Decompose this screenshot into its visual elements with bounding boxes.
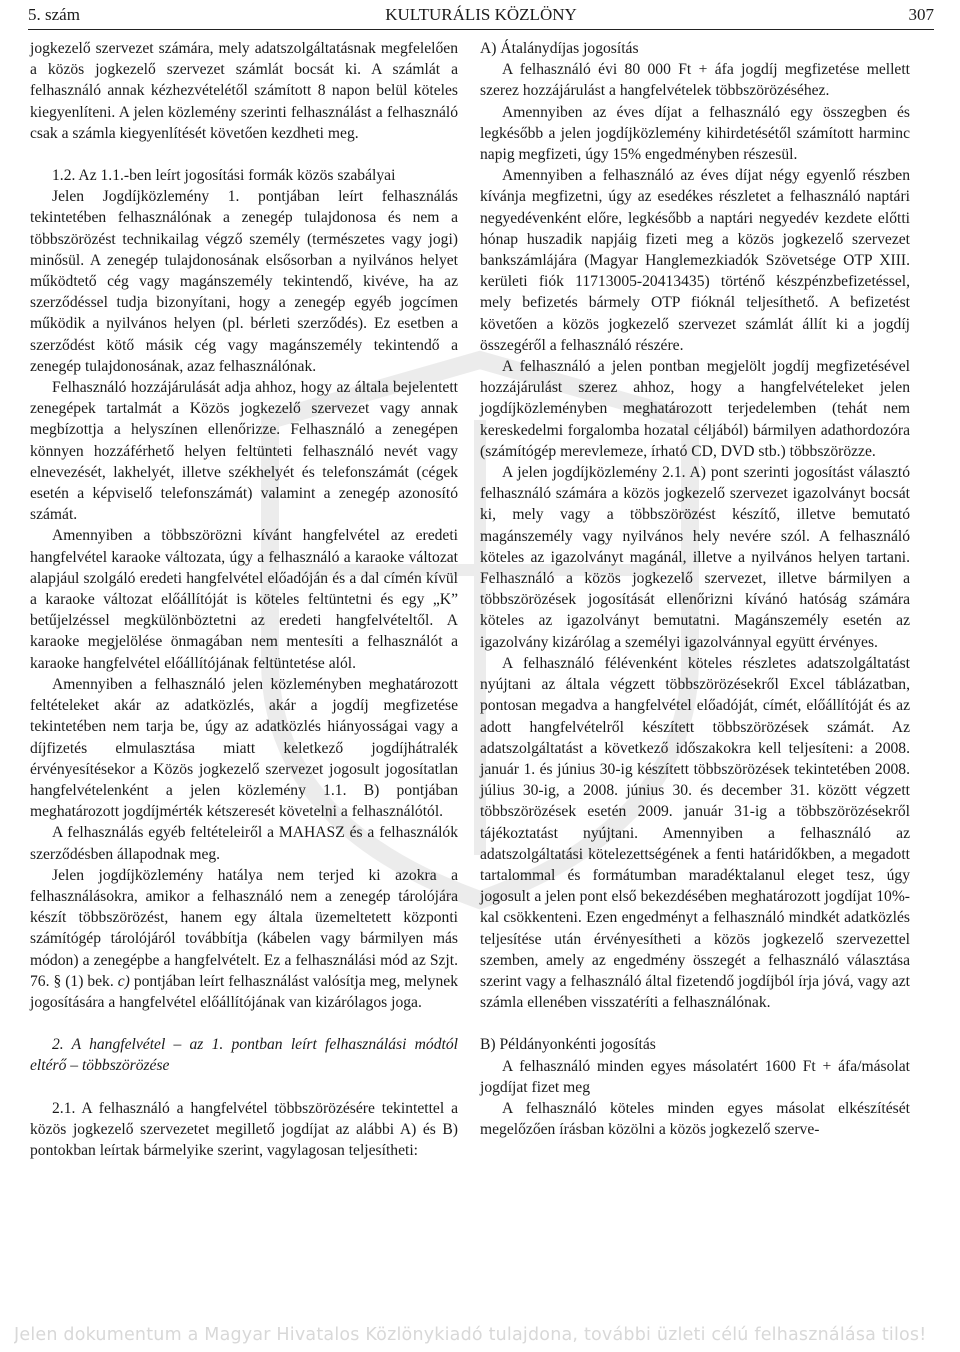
paragraph: Amennyiben a felhasználó az éves díjat négy egyenlő részben kívánja megfizetni, úgy az esedékes részletet a felhasználó naptári negyedévenként előre, legkésőbb a naptári negyedév kezdete előtti hónap huszadik napjáig fizeti meg a közös jogkezelő szervezet bankszámlájára (Magyar Hanglemezkiadók Szövetsége OTP XIII. kerületi fiók 11713005-20413435) történő készpénzbefizetéssel, mely befizetés bármely OTP fióknál teljesíthető. A befizetést követően a közös jogkezelő szervezet számlát állít ki a jogdíj összegéről a felhasználó részére. <box>480 167 910 354</box>
paragraph: Amennyiben a többszörözni kívánt hangfelvétel az eredeti hangfelvétel karaoke változata, úgy a felhasználó a karaoke változat alapjául szolgáló eredeti hangfelvétel előadóján és a dal címén kívül a karaoke változat előállítóját is köteles feltüntetni és egy „K” betűjelzéssel megkülönböztetni az eredeti hangfelvételtől. A karaoke megjelölése önmagában nem mentesíti a felhasználót a karaoke hangfelvétel előállítójának feltüntetése alól. <box>30 527 458 672</box>
paragraph: 2.1. A felhasználó a hangfelvétel többszörözésére tekintettel a közös jogkezelő szervezetet megillető jogdíjat az alábbi A) és B) pontokban leírtak bármelyike szerint, vagylagosan teljesítheti: <box>30 1099 458 1159</box>
paragraph <box>30 865 458 1013</box>
paragraph: A felhasználó félévenként köteles részletes adatszolgáltatást nyújtani az általa végzett többszörözésekről Excel táblázatban, pontosan megadva a hangfelvétel előadóját, címét, előállítóját és az adott hangfelvételről készített többszörözések számát. Az adatszolgáltatást a következő időszakokra kell teljesíteni: a 2008. január 1. és június 30-ig készített többszörözések tekintetében 2008. július 30-ig, a 2008. június 30. és december 31. között végzett többszörözések esetén 2009. január 31-ig a többszörözésekről tájékoztatást nyújtani. Amennyiben a felhasználó az adatszolgáltatási kötelezettségének a fenti határidőkben, a megadott tartalommal és formátumban maradéktalanul eleget tesz, úgy jogosult a jelen pont első bekezdésében meghatározott jogdíjat 10%-kal csökkenteni. Ezen engedményt a felhasználó mindkét adatközlés teljesítése után érvényesítheti a közös jogkezelő szervezettel szemben, amely az engedmény összegét a felhasználó választása szerint vagy a felhasználó által fizetendő jogdíjból írja jóvá, vagy azt számla ellenében visszatéríti a felhasználónak. <box>480 654 910 1012</box>
paragraph: Jelen Jogdíjközlemény 1. pontjában leírt felhasználás tekintetében felhasználónak a zenegép tulajdonosa és nem a többszörözést technikailag végző személy (természetes vagy jogi) minősül. A zenegép tulajdonosának elsősorban a nyilvános helyet működtető cég vagy magánszemély tekintendő, kivéve, ha az szerződéssel tudja bizonyítani, hogy a zenegép egyéb jogcímen működik a nyilvános helyen (pl. bérleti szerződés). Ez esetben a szerződést kötő másik cég vagy magánszemély tekintendő a zenegép tulajdonosának, azaz felhasználónak. <box>30 188 458 375</box>
page-header <box>28 4 934 28</box>
paragraph: jogkezelő szervezet számára, mely adatszolgáltatásnak megfelelően a közös jogkezelő szervezet számlát bocsát ki. A számlát a felhasználó annak kézhezvételétől számított 8 napon belül köteles kiegyenlíteni. A jelen közlemény szerinti felhasználást a felhasználó csak a számla kiegyenlítését követően kezdheti meg. <box>30 40 458 142</box>
paragraph-text: Jelen jogdíjközlemény hatálya nem terjed ki azokra a felhasználásokra, amikor a felhasználó nem a zenegép tárolójára készít többszörözést, hanem egy általa üzemeltetett központi számítógép tárolójáról továbbítja (kábelen vagy bármilyen más módon) a zenegépbe a hangfelvételt. Ez a felhasználási mód az Szjt. 76. § (1) bek. <box>30 866 458 990</box>
paragraph: A felhasználás egyéb feltételeiről a MAHASZ és a felhasználók szerződésben állapodnak meg. <box>30 824 458 863</box>
header-rule <box>28 29 934 30</box>
right-column <box>480 38 910 1140</box>
subheading: B) Példányonkénti jogosítás <box>480 1036 656 1054</box>
left-column <box>30 38 458 1161</box>
paragraph: A felhasználó évi 80 000 Ft + áfa jogdíj megfizetése mellett szerez hozzájárulást a hangfelvételek többszörözéséhez. <box>480 61 910 100</box>
paragraph-text-italic: c) <box>117 972 130 990</box>
paragraph: A jelen jogdíjközlemény 2.1. A) pont szerinti jogosítást választó felhasználó számára a közös jogkezelő szervezet igazolványt bocsát ki, mely vagy a többszörözést készítő, illetve bemutató magánszemély vagy nyilvános hely nevére szól. A felhasználó köteles az igazolványt magánál, illetve a nyilvános helyen tartani. Felhasználó a közös jogkezelő szervezet, illetve bármilyen a többszörözések jogosítását ellenőrizni kívánó hatóság számára köteles az igazolványt bemutatni. Magánszemély esetén az igazolvány kizárólag a személyi igazolvánnyal együtt érvényes. <box>480 464 910 651</box>
issue-number: 5. szám <box>28 5 80 24</box>
paragraph: A felhasználó a jelen pontban megjelölt jogdíj megfizetésével hozzájárulást szerez ahhoz, hogy a hangfelvételeket jelen jogdíjközleményben meghatározott terjedelemben (tehát nem kereskedelmi forgalomba hozatal céljából) bármilyen adathordozóra (számítógép merevlemeze, írható CD, DVD stb.) többszörözze. <box>480 358 910 460</box>
paragraph: Amennyiben az éves díjat a felhasználó egy összegben és legkésőbb a jelen jogdíjközlemény kihirdetésétől számított harminc napig megfizeti, úgy 15% engedményben részesül. <box>480 103 910 164</box>
paragraph: Amennyiben a felhasználó jelen közleményben meghatározott feltételeket akár az adatközlés, akár a jogdíj megfizetése tekintetében nem tarja be, úgy az adatközlés hiányosságai vagy a díjfizetés elmulasztása miatt keletkező jogdíjhátralék érvényesítésekor a Közös jogkezelő szervezet jogosult jogosítatlan hangfelvételenként a jelen közlemény 1.1. B) pontjában meghatározott jogdíjmérték kétszeresét követelni a felhasználótól. <box>30 675 458 821</box>
section-heading: 2. A hangfelvétel – az 1. pontban leírt felhasználási módtól eltérő – többszörözése <box>30 1036 458 1075</box>
paragraph: A felhasználó köteles minden egyes másolat elkészítését megelőzően írásban közölni a közös jogkezelő szerve- <box>480 1099 910 1139</box>
publication-title: KULTURÁLIS KÖZLÖNY <box>385 5 577 24</box>
copyright-banner: Jelen dokumentum a Magyar Hivatalos Közlönykiadó tulajdona, további üzleti célú felhasználása tilos! <box>14 1325 927 1345</box>
section-heading: 1.2. Az 1.1.-ben leírt jogosítási formák közös szabályai <box>52 167 396 185</box>
paragraph: Felhasználó hozzájárulását adja ahhoz, hogy az általa bejelentett zenegépek tartalmát a Közös jogkezelő szervezet vagy annak megbízottja a helyszínen ellenőrizze. Felhasználó a zenegépen könnyen hozzáférhető helyen feltünteti felhasználó nevét vagy elnevezését, lakhelyét, illetve székhelyét és telefonszámát (cégek esetén a képviselő telefonszámát) valamint a zenegép azonosító számát. <box>30 379 458 524</box>
paragraph-text: pontjában leírt felhasználást valósítja meg, melynek jogosítására a hangfelvétel előállítójának van kizárólagos joga. <box>30 972 458 1011</box>
subheading: A) Átalánydíjas jogosítás <box>480 40 639 57</box>
paragraph: A felhasználó minden egyes másolatért 1600 Ft + áfa/másolat jogdíjat fizet meg <box>480 1057 910 1096</box>
page-number: 307 <box>908 5 934 24</box>
